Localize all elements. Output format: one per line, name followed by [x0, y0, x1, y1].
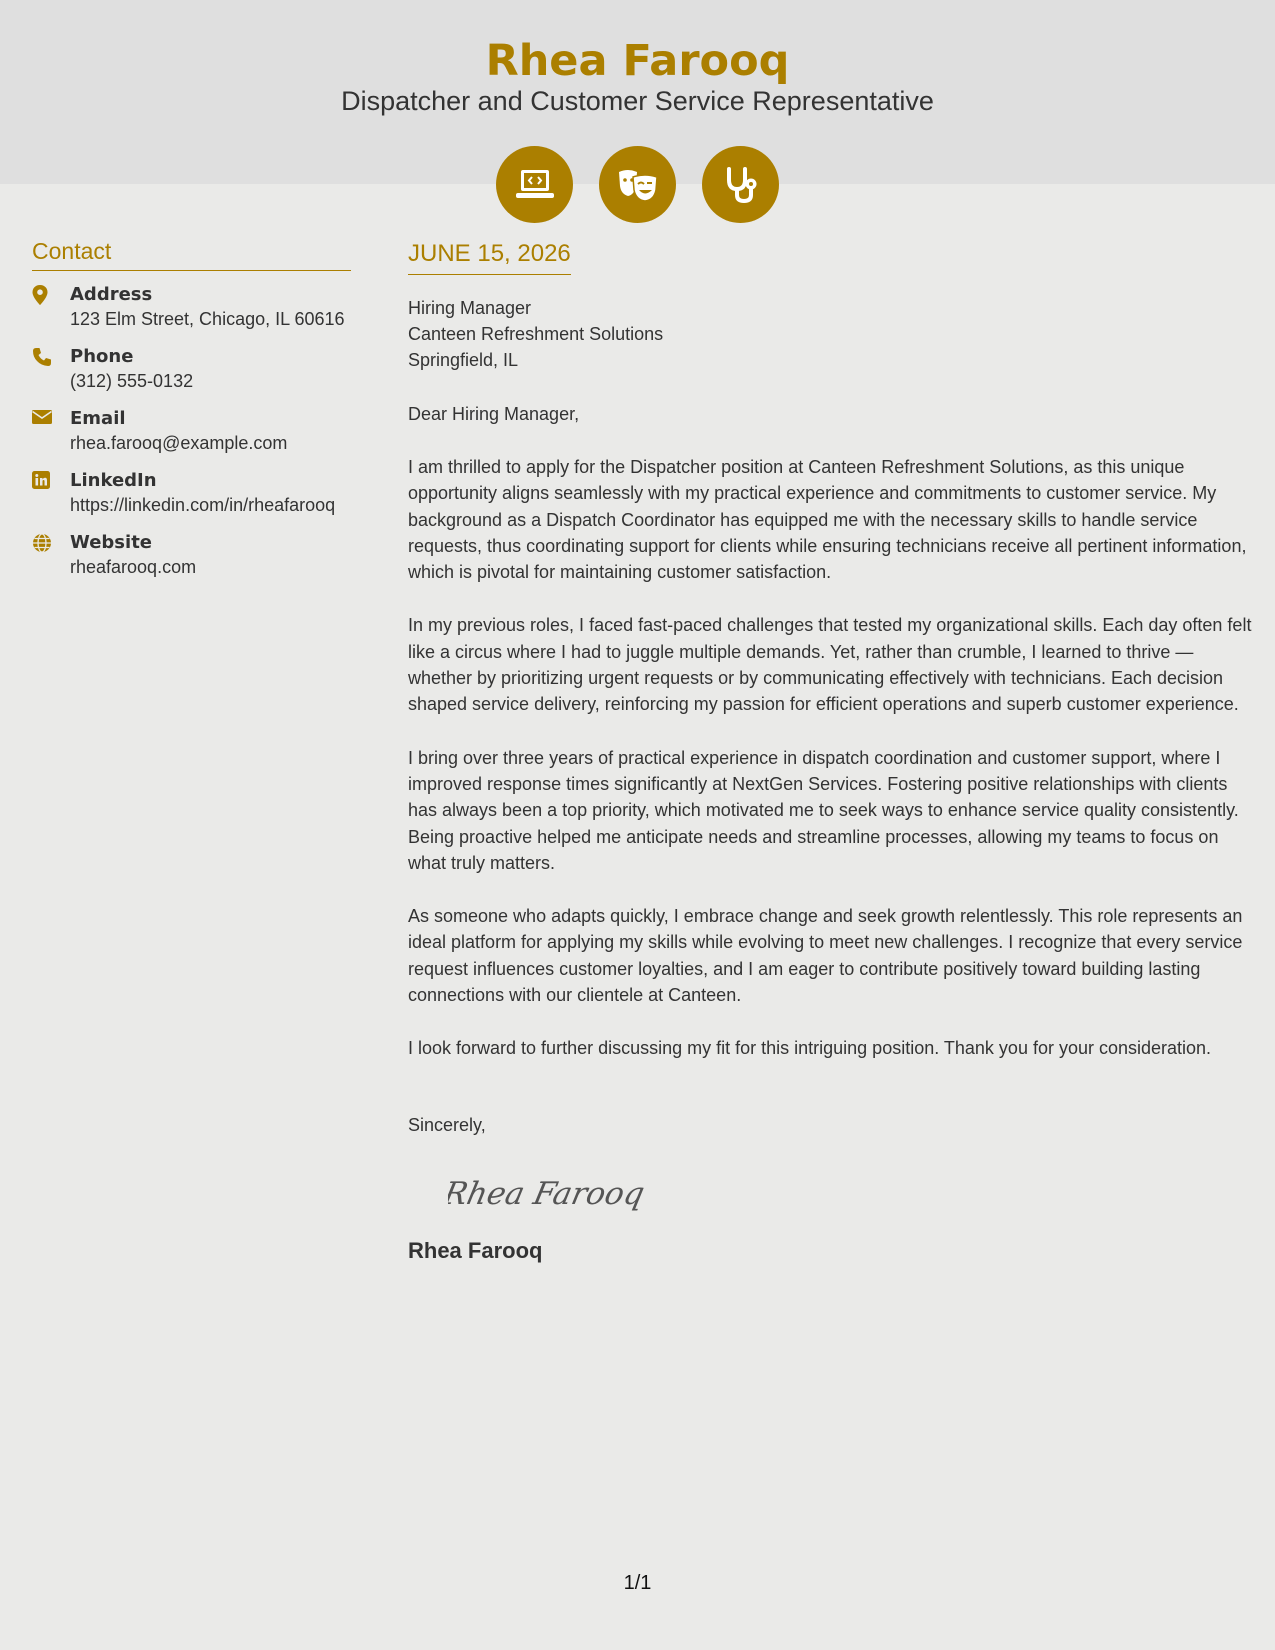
- stethoscope-icon: [702, 146, 779, 223]
- signed-name: Rhea Farooq: [408, 1237, 543, 1263]
- contact-item-email: [32, 407, 351, 456]
- letter-paragraph: I bring over three years of practical experience in dispatch coordination and customer support, where I improved response times significantly at NextGen Services. Fostering positive relationships with clients has always been a top priority, which motivated me to seek ways to enhance service quality consistently. Being proactive helped me anticipate needs and streamline processes, allowing my teams to focus on what truly matters.: [408, 747, 1239, 873]
- phone-icon: [32, 345, 70, 394]
- contact-item-phone: [32, 345, 351, 394]
- contact-label: LinkedIn: [70, 470, 157, 491]
- linkedin-value: https://linkedin.com/in/rheafarooq: [70, 495, 336, 515]
- closing: Sincerely,: [408, 1114, 486, 1135]
- contact-list: [32, 283, 351, 580]
- letter-paragraph: I am thrilled to apply for the Dispatcher position at Canteen Refreshment Solutions, as this unique opportunity aligns seamlessly with my practical experience and commitments to customer service. My background as a Dispatch Coordinator has equipped me with the necessary skills to handle service requests, thus coordinating support for clients while ensuring technicians receive all pertinent information, which is pivotal for maintaining customer satisfaction.: [408, 457, 1247, 583]
- contact-item-website: [32, 531, 351, 580]
- applicant-title: Dispatcher and Customer Service Representative: [341, 86, 934, 116]
- phone-value: (312) 555-0132: [70, 371, 194, 391]
- map-pin-icon: [32, 283, 70, 332]
- recipient-line: Hiring Manager: [408, 298, 532, 318]
- website-value: rheafarooq.com: [70, 557, 197, 577]
- linkedin-icon: [32, 469, 70, 518]
- contact-sidebar: [32, 238, 351, 593]
- envelope-icon: [32, 407, 70, 456]
- email-value: rhea.farooq@example.com: [70, 433, 288, 453]
- signature-text: Rhea Farooq: [448, 1175, 648, 1212]
- contact-item-address: [32, 283, 351, 332]
- page-number: 1/1: [623, 1572, 652, 1594]
- letter-body: [408, 240, 1253, 1264]
- letter-paragraph: In my previous roles, I faced fast-paced challenges that tested my organizational skills. Each day often felt like a circus where I had to juggle multiple demands. Yet, rather than crumble, I learned to thrive — whether by prioritizing urgent requests or by communicating effectively with technicians. Each decision shaped service delivery, reinforcing my passion for efficient operations and superb customer experience.: [408, 615, 1252, 715]
- signature-image: [448, 1166, 648, 1220]
- letter-date: JUNE 15, 2026: [408, 240, 571, 275]
- applicant-name: Rhea Farooq: [485, 36, 790, 86]
- contact-heading: Contact: [32, 238, 351, 271]
- header-icons: [496, 146, 779, 223]
- contact-label: Address: [70, 284, 153, 305]
- contact-item-linkedin: [32, 469, 351, 518]
- address-value: 123 Elm Street, Chicago, IL 60616: [70, 309, 345, 329]
- letter-paragraph: I look forward to further discussing my fit for this intriguing position. Thank you for your consideration.: [408, 1038, 1212, 1059]
- contact-label: Email: [70, 408, 126, 429]
- laptop-code-icon: [496, 146, 573, 223]
- salutation: Dear Hiring Manager,: [408, 404, 580, 424]
- theater-masks-icon: [599, 146, 676, 223]
- globe-icon: [32, 531, 70, 580]
- contact-label: Website: [70, 532, 153, 553]
- recipient-line: Springfield, IL: [408, 350, 519, 370]
- recipient-block: [408, 295, 1253, 373]
- contact-label: Phone: [70, 346, 134, 367]
- letter-paragraph: As someone who adapts quickly, I embrace change and seek growth relentlessly. This role represents an ideal platform for applying my skills while evolving to meet new challenges. I recognize that every service request influences customer loyalties, and I am eager to contribute positively toward building lasting connections with our clientele at Canteen.: [408, 906, 1243, 1006]
- recipient-line: Canteen Refreshment Solutions: [408, 324, 664, 344]
